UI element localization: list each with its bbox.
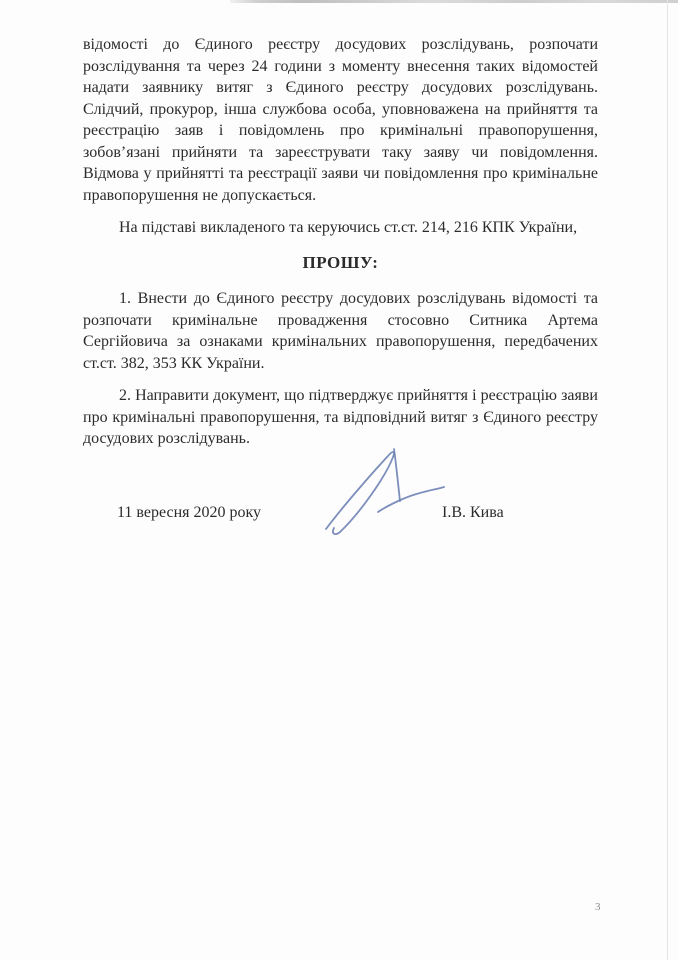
paragraph-continuation: відомості до Єдиного реєстру досудових розслідувань, розпочати розслідування та через 24 години з моменту внесення таких відомостей надати заявнику витяг з Єдиного реєстру досудових розслідувань. Слідчий, прокурор, інша службова особа, уповноважена на прийняття та реєстрацію заяв і повідомлень про кримінальні правопорушення, зобов’язані прийняти та зареєструвати таку заяву чи повідомлення. Відмова у прийнятті та реєстрації заяви чи повідомлення про кримінальне правопорушення не допускається. [83,36,598,204]
document-date: 11 вересня 2020 року [117,504,262,521]
scan-artifact-top-edge [230,0,678,3]
scan-artifact-right-edge [667,0,668,960]
request-item-1: 1. Внести до Єдиного реєстру досудових розслідувань відомості та розпочати кримінальне провадження стосовно Ситника Артема Сергійовича за ознаками кримінальних правопорушення, передбачених ст.ст. 382, 353 КК України. [83,290,598,372]
request-item-2: 2. Направити документ, що підтверджує прийняття і реєстрацію заяви про кримінальні правопорушення, та відповідний витяг з Єдиного реєстру досудових розслідувань. [83,387,598,447]
request-heading: ПРОШУ: [302,252,379,272]
document-body [83,34,598,450]
page-number: 3 [595,901,601,913]
signatory-name: І.В. Кива [442,504,504,521]
handwritten-signature-icon [316,443,450,535]
paragraph-legal-basis: На підставі викладеного та керуючись ст.ст. 214, 216 КПК України, [119,219,578,236]
